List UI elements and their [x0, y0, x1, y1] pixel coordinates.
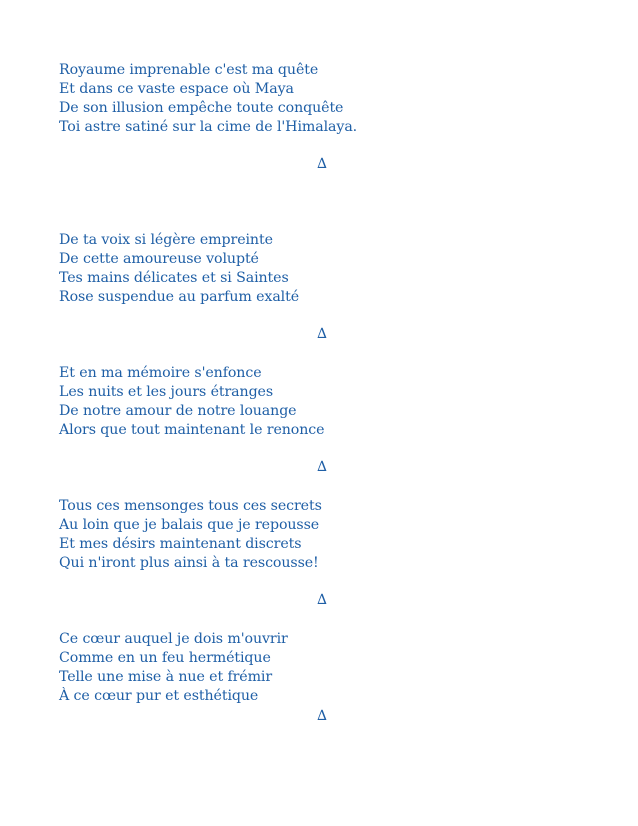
- poem-line: De ta voix si légère empreinte: [59, 232, 273, 248]
- stanza-separator: ∆: [317, 592, 327, 608]
- poem-line: De son illusion empêche toute conquête: [59, 100, 344, 116]
- stanza-4: [59, 497, 539, 573]
- poem-line: Et mes désirs maintenant discrets: [59, 536, 302, 552]
- poem-line: Rose suspendue au parfum exalté: [59, 289, 300, 305]
- stanza-2: [59, 231, 539, 307]
- poem-line: Tes mains délicates et si Saintes: [59, 270, 289, 286]
- poem-line: De notre amour de notre louange: [59, 403, 297, 419]
- poem-line: Au loin que je balais que je repousse: [59, 517, 320, 533]
- poem-line: De cette amoureuse volupté: [59, 251, 259, 267]
- poem-line: Alors que tout maintenant le renonce: [59, 422, 325, 438]
- stanza-5: [59, 630, 539, 706]
- poem-line: Telle une mise à nue et frémir: [59, 669, 273, 685]
- poem-line: Qui n'iront plus ainsi à ta rescousse!: [59, 555, 319, 571]
- poem-line: Et en ma mémoire s'enfonce: [59, 365, 262, 381]
- poem-line: Ce cœur auquel je dois m'ouvrir: [59, 631, 288, 647]
- poem-line: Royaume imprenable c'est ma quête: [59, 62, 319, 78]
- poem-line: Comme en un feu hermétique: [59, 650, 271, 666]
- stanza-3: [59, 364, 539, 440]
- stanza-separator: ∆: [317, 708, 327, 724]
- poem-line: À ce cœur pur et esthétique: [59, 688, 259, 704]
- poem-line: Et dans ce vaste espace où Maya: [59, 81, 294, 97]
- poem-line: Toi astre satiné sur la cime de l'Himalaya.: [59, 119, 358, 135]
- stanza-separator: ∆: [317, 156, 327, 172]
- poem-line: Les nuits et les jours étranges: [59, 384, 274, 400]
- poem-line: Tous ces mensonges tous ces secrets: [59, 498, 322, 514]
- stanza-1: [59, 61, 539, 137]
- stanza-separator: ∆: [317, 459, 327, 475]
- stanza-separator: ∆: [317, 326, 327, 342]
